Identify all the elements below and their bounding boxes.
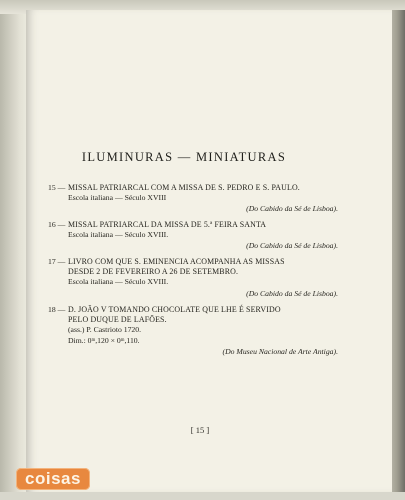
entry-source: (Do Cabido da Sé de Lisboa). — [246, 204, 338, 214]
entry-source: (Do Museu Nacional de Arte Antiga). — [222, 346, 338, 356]
entry-detail-line: Escola italiana — Século XVIII — [68, 193, 167, 203]
entry-number: 15 — — [48, 183, 66, 192]
section-title: ILUMINURAS — MINIATURAS — [81, 150, 287, 164]
entry-title-line: MISSAL PATRIARCAL COM A MISSA DE S. PEDRO E S. PAULO. — [68, 183, 300, 192]
entry-title-line: LIVRO COM QUE S. EMINENCIA ACOMPANHA AS MISSAS — [68, 257, 285, 266]
entry-title-line: MISSAL PATRIARCAL DA MISSA DE 5.ª FEIRA SANTA — [68, 220, 267, 229]
page-edge-shadow — [392, 10, 405, 492]
entry-detail-line: (ass.) P. Castrioto 1720. — [68, 325, 142, 335]
entry-title-line: PELO DUQUE DE LAFÕES. — [68, 315, 167, 325]
entry-detail-line: Escola italiana — Século XVIII. — [68, 277, 169, 287]
page-number: [ 15 ] — [190, 425, 210, 435]
watermark-logo: coisas — [16, 468, 90, 490]
entry-source: (Do Cabido da Sé de Lisboa). — [246, 241, 338, 251]
entry-number: 16 — — [48, 220, 66, 229]
entry-title-line: DESDE 2 DE FEVEREIRO A 26 DE SETEMBRO. — [68, 267, 239, 277]
entry-source: (Do Cabido da Sé de Lisboa). — [246, 288, 338, 298]
entry-body — [68, 305, 338, 357]
entry-number: 18 — — [48, 305, 66, 314]
entry-body — [68, 257, 338, 299]
entry-body — [68, 220, 338, 252]
entry-number: 17 — — [48, 257, 66, 266]
entry-detail-line: Escola italiana — Século XVIII. — [68, 230, 169, 240]
entry-detail-line: Dim.: 0ᵐ,120 × 0ᵐ,110. — [68, 335, 140, 345]
binding-gutter — [0, 10, 28, 492]
entry-title-line: D. JOÃO V TOMANDO CHOCOLATE QUE LHE É SERVIDO — [68, 305, 281, 314]
entry-body — [68, 183, 338, 215]
